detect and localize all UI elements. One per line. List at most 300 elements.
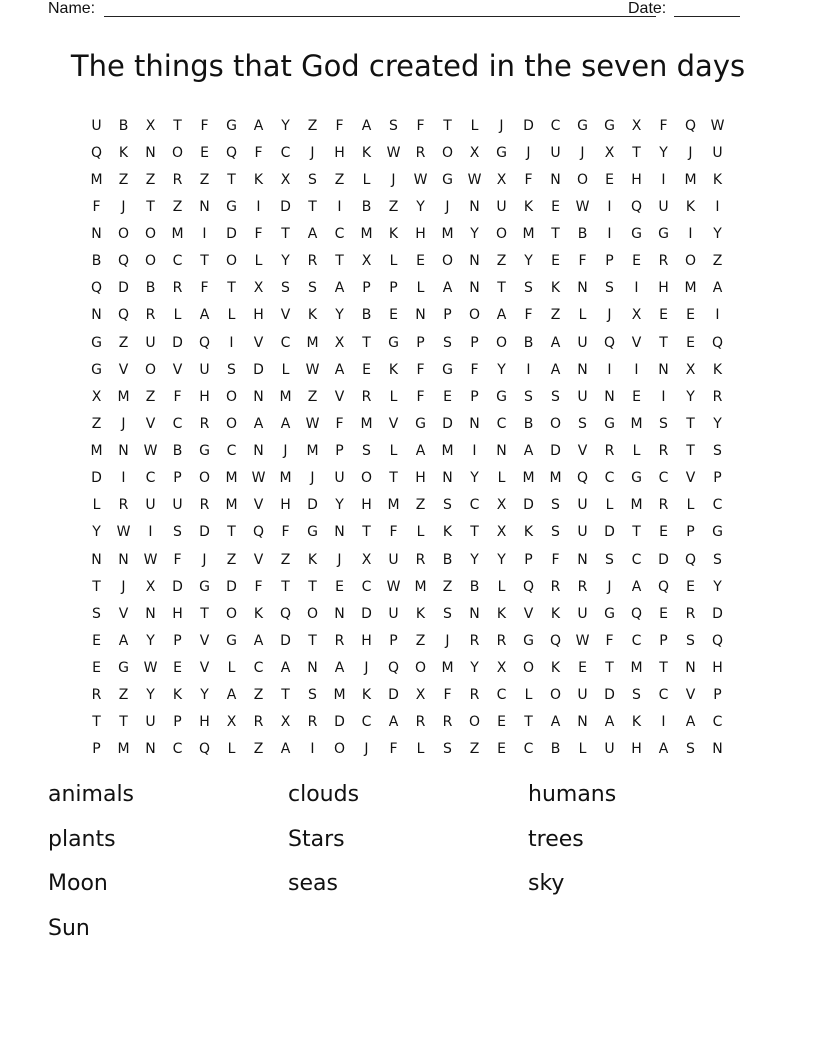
- grid-letter: V: [145, 415, 156, 432]
- grid-letter: J: [688, 144, 693, 161]
- grid-letter: X: [604, 144, 615, 161]
- grid-letter: F: [443, 687, 452, 704]
- grid-letter: K: [550, 605, 561, 622]
- grid-letter: N: [577, 280, 588, 297]
- grid-letter: L: [578, 741, 587, 758]
- grid-letter: Z: [388, 198, 399, 215]
- grid-letter: D: [226, 226, 237, 243]
- grid-letter: O: [117, 226, 130, 243]
- grid-letter: S: [659, 415, 668, 432]
- grid-letter: K: [307, 551, 318, 568]
- grid-letter: T: [281, 226, 290, 243]
- grid-letter: X: [334, 334, 345, 351]
- grid-letter: G: [496, 388, 507, 405]
- grid-letter: F: [254, 578, 263, 595]
- grid-letter: E: [659, 307, 668, 324]
- grid-letter: J: [337, 551, 342, 568]
- grid-letter: K: [361, 144, 372, 161]
- grid-letter: S: [632, 687, 641, 704]
- grid-letter: O: [522, 660, 535, 677]
- grid-letter: V: [172, 361, 183, 378]
- date-line: [674, 16, 740, 17]
- grid-letter: T: [659, 660, 668, 677]
- grid-letter: L: [389, 388, 398, 405]
- grid-letter: H: [712, 660, 723, 677]
- grid-letter: P: [335, 443, 344, 460]
- name-line: [104, 16, 656, 17]
- grid-letter: R: [145, 307, 156, 324]
- grid-letter: P: [686, 524, 695, 541]
- grid-letter: T: [308, 198, 317, 215]
- grid-letter: A: [334, 660, 345, 677]
- grid-letter: R: [307, 714, 318, 731]
- grid-letter: Q: [117, 253, 130, 270]
- grid-letter: Q: [279, 605, 292, 622]
- grid-letter: W: [305, 361, 320, 378]
- grid-letter: N: [658, 361, 669, 378]
- grid-letter: R: [685, 605, 696, 622]
- grid-letter: L: [92, 497, 101, 514]
- grid-letter: P: [524, 551, 533, 568]
- grid-letter: T: [335, 253, 344, 270]
- grid-letter: B: [361, 307, 372, 324]
- grid-letter: K: [685, 198, 696, 215]
- grid-letter: S: [443, 497, 452, 514]
- grid-letter: S: [362, 443, 371, 460]
- grid-letter: C: [172, 415, 183, 432]
- grid-letter: E: [335, 578, 344, 595]
- grid-letter: V: [685, 687, 696, 704]
- grid-letter: N: [442, 470, 453, 487]
- grid-letter: B: [361, 198, 372, 215]
- grid-letter: I: [256, 198, 261, 215]
- grid-letter: Z: [712, 253, 723, 270]
- word-list-item: Sun: [48, 915, 90, 941]
- grid-letter: M: [225, 497, 238, 514]
- grid-letter: B: [118, 117, 129, 134]
- grid-letter: G: [712, 524, 723, 541]
- grid-letter: S: [605, 280, 614, 297]
- grid-letter: Y: [335, 307, 344, 324]
- grid-letter: J: [364, 660, 369, 677]
- grid-letter: N: [334, 605, 345, 622]
- grid-letter: H: [172, 605, 183, 622]
- grid-letter: X: [145, 117, 156, 134]
- grid-letter: I: [310, 741, 315, 758]
- grid-letter: Y: [146, 632, 155, 649]
- grid-letter: C: [334, 226, 345, 243]
- grid-letter: J: [202, 551, 207, 568]
- grid-letter: A: [280, 660, 291, 677]
- grid-letter: R: [172, 280, 183, 297]
- grid-letter: S: [605, 551, 614, 568]
- grid-letter: A: [226, 687, 237, 704]
- grid-letter: G: [604, 605, 615, 622]
- grid-letter: L: [524, 687, 533, 704]
- grid-letter: G: [631, 470, 642, 487]
- grid-letter: Y: [524, 253, 533, 270]
- grid-letter: Q: [117, 307, 130, 324]
- grid-letter: M: [360, 226, 373, 243]
- grid-letter: Z: [496, 253, 507, 270]
- grid-letter: P: [470, 388, 479, 405]
- grid-letter: Q: [549, 632, 562, 649]
- grid-letter: T: [632, 524, 641, 541]
- grid-letter: T: [92, 578, 101, 595]
- grid-letter: M: [117, 388, 130, 405]
- grid-letter: M: [441, 443, 454, 460]
- grid-letter: G: [226, 198, 237, 215]
- grid-letter: W: [575, 198, 590, 215]
- grid-letter: A: [280, 415, 291, 432]
- grid-letter: Q: [387, 660, 400, 677]
- grid-letter: S: [92, 605, 101, 622]
- grid-letter: N: [496, 443, 507, 460]
- grid-letter: A: [550, 361, 561, 378]
- grid-letter: A: [388, 714, 399, 731]
- grid-letter: R: [253, 714, 264, 731]
- grid-letter: J: [121, 578, 126, 595]
- grid-letter: M: [306, 443, 319, 460]
- grid-letter: P: [173, 470, 182, 487]
- grid-letter: A: [334, 280, 345, 297]
- grid-letter: T: [281, 687, 290, 704]
- grid-letter: E: [605, 171, 614, 188]
- grid-letter: S: [551, 388, 560, 405]
- grid-letter: T: [227, 171, 236, 188]
- grid-letter: W: [467, 171, 482, 188]
- grid-letter: D: [550, 443, 561, 460]
- grid-letter: Y: [497, 361, 506, 378]
- grid-letter: R: [415, 144, 426, 161]
- word-list-item: trees: [528, 826, 584, 852]
- grid-letter: B: [577, 226, 588, 243]
- grid-letter: D: [604, 524, 615, 541]
- grid-letter: Z: [118, 171, 129, 188]
- grid-letter: V: [199, 632, 210, 649]
- grid-letter: X: [253, 280, 264, 297]
- grid-letter: O: [144, 361, 157, 378]
- word-list-item: plants: [48, 826, 116, 852]
- grid-letter: X: [361, 253, 372, 270]
- grid-letter: E: [578, 660, 587, 677]
- grid-letter: X: [280, 714, 291, 731]
- grid-letter: S: [308, 171, 317, 188]
- grid-letter: C: [496, 415, 507, 432]
- grid-letter: X: [91, 388, 102, 405]
- grid-letter: G: [91, 361, 102, 378]
- grid-letter: N: [685, 660, 696, 677]
- grid-letter: F: [416, 117, 425, 134]
- grid-letter: X: [415, 687, 426, 704]
- grid-letter: G: [199, 578, 210, 595]
- grid-letter: I: [688, 226, 693, 243]
- grid-letter: S: [227, 361, 236, 378]
- grid-letter: O: [198, 470, 211, 487]
- grid-letter: O: [495, 226, 508, 243]
- word-list-item: Moon: [48, 871, 108, 896]
- grid-letter: T: [470, 524, 479, 541]
- grid-letter: T: [362, 334, 371, 351]
- grid-letter: H: [334, 144, 345, 161]
- grid-letter: M: [549, 470, 562, 487]
- grid-letter: F: [335, 117, 344, 134]
- grid-letter: C: [361, 578, 372, 595]
- grid-letter: X: [361, 551, 372, 568]
- grid-letter: H: [280, 497, 291, 514]
- grid-letter: O: [144, 253, 157, 270]
- grid-letter: Y: [470, 551, 479, 568]
- grid-letter: Y: [686, 388, 695, 405]
- grid-letter: J: [283, 443, 288, 460]
- grid-letter: N: [469, 280, 480, 297]
- grid-letter: G: [496, 144, 507, 161]
- grid-letter: E: [632, 253, 641, 270]
- grid-letter: L: [416, 741, 425, 758]
- grid-letter: D: [280, 198, 291, 215]
- grid-letter: L: [227, 741, 236, 758]
- grid-letter: N: [118, 443, 129, 460]
- grid-letter: K: [496, 605, 507, 622]
- grid-letter: Y: [713, 415, 722, 432]
- grid-letter: H: [361, 497, 372, 514]
- grid-letter: D: [172, 334, 183, 351]
- grid-letter: L: [470, 117, 479, 134]
- grid-letter: T: [524, 714, 533, 731]
- grid-letter: N: [91, 307, 102, 324]
- grid-letter: T: [605, 660, 614, 677]
- grid-letter: H: [253, 307, 264, 324]
- grid-letter: C: [631, 551, 642, 568]
- grid-letter: A: [253, 632, 264, 649]
- grid-letter: F: [389, 524, 398, 541]
- grid-letter: N: [145, 144, 156, 161]
- grid-letter: I: [634, 361, 639, 378]
- grid-letter: U: [577, 334, 588, 351]
- name-label: Name:: [48, 0, 96, 17]
- grid-letter: L: [389, 443, 398, 460]
- grid-letter: G: [415, 415, 426, 432]
- grid-letter: I: [607, 361, 612, 378]
- grid-letter: F: [92, 198, 101, 215]
- grid-letter: L: [227, 307, 236, 324]
- grid-letter: N: [577, 551, 588, 568]
- grid-letter: D: [118, 280, 129, 297]
- grid-letter: N: [118, 551, 129, 568]
- grid-letter: M: [171, 226, 184, 243]
- grid-letter: Y: [92, 524, 101, 541]
- grid-letter: Q: [630, 198, 643, 215]
- grid-letter: F: [416, 388, 425, 405]
- grid-letter: E: [443, 388, 452, 405]
- grid-letter: H: [415, 470, 426, 487]
- grid-letter: R: [658, 443, 669, 460]
- grid-letter: I: [661, 171, 666, 188]
- grid-letter: W: [143, 660, 158, 677]
- grid-letter: A: [496, 307, 507, 324]
- grid-letter: D: [226, 578, 237, 595]
- grid-letter: Y: [200, 687, 209, 704]
- grid-letter: Q: [522, 578, 535, 595]
- grid-letter: T: [551, 226, 560, 243]
- grid-letter: J: [310, 470, 315, 487]
- grid-letter: E: [686, 578, 695, 595]
- grid-letter: P: [713, 470, 722, 487]
- grid-letter: N: [253, 388, 264, 405]
- grid-letter: O: [576, 171, 589, 188]
- grid-letter: G: [91, 334, 102, 351]
- grid-letter: V: [118, 605, 129, 622]
- grid-letter: V: [118, 361, 129, 378]
- grid-letter: Q: [711, 632, 724, 649]
- grid-letter: T: [362, 524, 371, 541]
- grid-letter: J: [445, 632, 450, 649]
- grid-letter: P: [389, 632, 398, 649]
- grid-letter: Y: [713, 578, 722, 595]
- grid-letter: C: [496, 687, 507, 704]
- grid-letter: V: [253, 551, 264, 568]
- grid-letter: T: [632, 144, 641, 161]
- grid-letter: O: [441, 144, 454, 161]
- grid-letter: B: [442, 551, 453, 568]
- grid-letter: F: [200, 117, 209, 134]
- letter-grid: [83, 112, 731, 763]
- grid-letter: S: [443, 741, 452, 758]
- grid-letter: T: [686, 415, 695, 432]
- grid-letter: A: [280, 741, 291, 758]
- grid-letter: U: [577, 497, 588, 514]
- grid-letter: V: [388, 415, 399, 432]
- word-list: [48, 778, 768, 956]
- grid-letter: X: [469, 144, 480, 161]
- grid-letter: D: [172, 578, 183, 595]
- grid-letter: Y: [470, 226, 479, 243]
- grid-letter: I: [148, 524, 153, 541]
- grid-letter: Q: [198, 741, 211, 758]
- grid-letter: R: [469, 632, 480, 649]
- grid-letter: R: [658, 253, 669, 270]
- grid-letter: W: [116, 524, 131, 541]
- grid-letter: J: [499, 117, 504, 134]
- grid-letter: H: [415, 226, 426, 243]
- grid-letter: P: [443, 307, 452, 324]
- grid-letter: R: [415, 714, 426, 731]
- grid-letter: Q: [684, 551, 697, 568]
- grid-letter: J: [121, 415, 126, 432]
- grid-letter: E: [497, 741, 506, 758]
- grid-letter: U: [388, 605, 399, 622]
- grid-letter: E: [551, 198, 560, 215]
- grid-letter: K: [712, 361, 723, 378]
- grid-letter: N: [91, 551, 102, 568]
- grid-letter: U: [334, 470, 345, 487]
- grid-letter: M: [90, 171, 103, 188]
- grid-letter: O: [549, 687, 562, 704]
- grid-letter: N: [307, 660, 318, 677]
- grid-letter: A: [550, 334, 561, 351]
- grid-letter: I: [121, 470, 126, 487]
- grid-letter: U: [658, 198, 669, 215]
- grid-letter: Q: [576, 470, 589, 487]
- grid-letter: N: [145, 605, 156, 622]
- grid-letter: B: [91, 253, 102, 270]
- grid-letter: C: [280, 144, 291, 161]
- grid-letter: Z: [199, 171, 210, 188]
- grid-letter: Z: [172, 198, 183, 215]
- grid-letter: P: [659, 632, 668, 649]
- grid-letter: F: [470, 361, 479, 378]
- grid-letter: L: [416, 280, 425, 297]
- grid-letter: Y: [416, 198, 425, 215]
- grid-letter: A: [523, 443, 534, 460]
- grid-letter: I: [661, 388, 666, 405]
- grid-letter: G: [226, 117, 237, 134]
- grid-letter: U: [388, 551, 399, 568]
- grid-letter: R: [550, 578, 561, 595]
- grid-letter: N: [199, 198, 210, 215]
- grid-letter: N: [712, 741, 723, 758]
- grid-letter: N: [469, 198, 480, 215]
- grid-letter: Q: [90, 280, 103, 297]
- grid-letter: A: [334, 361, 345, 378]
- grid-letter: Y: [659, 144, 668, 161]
- grid-letter: C: [172, 741, 183, 758]
- grid-letter: L: [416, 524, 425, 541]
- grid-letter: W: [710, 117, 725, 134]
- grid-letter: K: [118, 144, 129, 161]
- grid-letter: O: [171, 144, 184, 161]
- grid-letter: M: [441, 226, 454, 243]
- grid-letter: M: [387, 497, 400, 514]
- word-list-item: animals: [48, 782, 135, 807]
- grid-letter: D: [361, 605, 372, 622]
- grid-letter: X: [280, 171, 291, 188]
- grid-letter: R: [172, 171, 183, 188]
- grid-letter: S: [686, 741, 695, 758]
- grid-letter: K: [253, 171, 264, 188]
- grid-letter: M: [90, 443, 103, 460]
- grid-letter: F: [254, 144, 263, 161]
- grid-letter: K: [172, 687, 183, 704]
- grid-letter: L: [173, 307, 182, 324]
- grid-letter: L: [254, 253, 263, 270]
- grid-letter: W: [386, 144, 401, 161]
- grid-letter: K: [523, 524, 534, 541]
- grid-letter: Z: [307, 388, 318, 405]
- grid-letter: D: [334, 714, 345, 731]
- grid-letter: J: [607, 307, 612, 324]
- grid-letter: N: [253, 443, 264, 460]
- grid-letter: E: [686, 307, 695, 324]
- grid-letter: S: [713, 443, 722, 460]
- grid-letter: H: [361, 632, 372, 649]
- grid-letter: T: [227, 280, 236, 297]
- grid-letter: I: [202, 226, 207, 243]
- grid-letter: S: [524, 388, 533, 405]
- grid-letter: R: [118, 497, 129, 514]
- grid-letter: O: [225, 253, 238, 270]
- grid-letter: C: [253, 660, 264, 677]
- grid-letter: H: [199, 714, 210, 731]
- grid-letter: R: [307, 253, 318, 270]
- grid-letter: E: [389, 307, 398, 324]
- grid-letter: J: [445, 198, 450, 215]
- grid-letter: E: [551, 253, 560, 270]
- grid-letter: T: [200, 253, 209, 270]
- grid-letter: B: [550, 741, 561, 758]
- grid-letter: S: [308, 687, 317, 704]
- grid-letter: F: [389, 741, 398, 758]
